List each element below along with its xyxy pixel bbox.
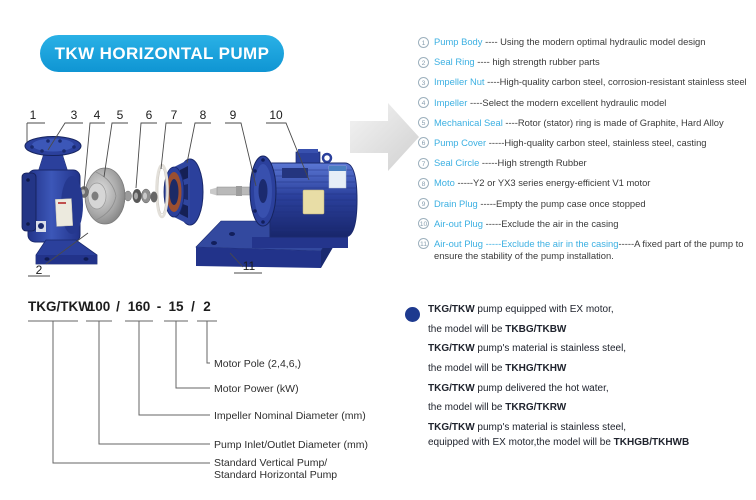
seal-circle-oring — [157, 165, 168, 217]
model-separator: / — [116, 299, 120, 314]
part-name: Impeller Nut — [434, 76, 485, 88]
callout-4: 4 — [93, 108, 101, 122]
pump-cover — [164, 159, 203, 225]
shaft-tip — [210, 188, 217, 196]
circled-number: 7 — [418, 158, 429, 169]
list-item — [418, 56, 756, 69]
part-desc: ----High-quality carbon steel, corrosion-resistant stainless steel — [484, 76, 747, 88]
nomenclature-lines — [28, 321, 217, 463]
model-separator: - — [156, 299, 162, 314]
part-desc: ----Select the modern excellent hydraulic model — [467, 96, 667, 108]
model-series: TKG/TKW — [28, 299, 91, 314]
label-series-line2: Standard Horizontal Pump — [214, 469, 338, 481]
variants-block — [400, 304, 756, 457]
callout-6: 6 — [145, 108, 153, 122]
circled-number: 5 — [418, 117, 429, 128]
suction-flange — [22, 173, 36, 231]
list-item — [418, 97, 756, 110]
list-item — [418, 76, 756, 89]
circled-number: 11 — [418, 238, 429, 249]
circled-number: 4 — [418, 97, 429, 108]
impeller — [85, 168, 125, 224]
part-name: Air-out Plug -----Exclude the air in the casing — [434, 237, 619, 249]
callout-3: 3 — [70, 108, 78, 122]
list-item — [418, 117, 756, 130]
model-impeller-size: 160 — [127, 299, 151, 314]
arrow-right-icon — [350, 103, 419, 171]
lifting-eye — [323, 154, 331, 162]
model-inlet-size: 100 — [87, 299, 111, 314]
part-desc: -----A fixed part of the pump to ensure the stability of the pump installation. — [434, 237, 744, 262]
variant-line: equipped with EX motor,the model will be TKHGB/TKHWB — [428, 436, 690, 448]
variant-line: TKG/TKW pump's material is stainless steel, — [428, 343, 627, 355]
circled-number: 3 — [418, 77, 429, 88]
part-desc: -----Exclude the air in the casing — [482, 217, 619, 229]
parts-list — [418, 36, 756, 271]
list-item — [418, 238, 756, 263]
bullet-icon — [405, 307, 420, 322]
variant-line: the model will be TKHG/TKHW — [428, 363, 567, 375]
model-power: 15 — [168, 299, 184, 314]
callout-11: 11 — [242, 259, 256, 273]
circled-number: 6 — [418, 137, 429, 148]
circled-number: 9 — [418, 198, 429, 209]
variant-line: the model will be TKBG/TKBW — [428, 323, 567, 335]
callout-7: 7 — [170, 108, 178, 122]
part-desc: -----High strength Rubber — [479, 157, 587, 169]
part-name: Mechanical Seal — [434, 116, 503, 128]
list-item — [418, 36, 756, 49]
part-desc: ----Rotor (stator) ring is made of Graphite, Hard Alloy — [502, 116, 724, 128]
part-name: Pump Body — [434, 36, 483, 47]
circled-number: 10 — [418, 218, 429, 229]
part-name: Seal Ring — [434, 56, 475, 68]
model-separator: / — [191, 299, 195, 314]
variant-line: TKG/TKW pump equipped with EX motor, — [428, 304, 614, 315]
part-name: Pump Cover — [434, 136, 487, 148]
variant-line: the model will be TKRG/TKRW — [428, 402, 567, 414]
variant-line: TKG/TKW pump delivered the hot water, — [428, 382, 609, 394]
part-desc: -----Y2 or YX3 series energy-efficient V1 motor — [454, 177, 651, 189]
label-motor-power: Motor Power (kW) — [214, 383, 299, 395]
part-desc: ---- Using the modern optimal hydraulic model design — [482, 36, 706, 47]
part-desc: ---- high strength rubber parts — [474, 56, 600, 68]
part-desc: -----High-quality carbon steel, stainless steel, casting — [486, 136, 707, 148]
part-desc: -----Empty the pump case once stopped — [477, 197, 646, 209]
variant-line: TKG/TKW pump's material is stainless steel, — [428, 422, 627, 434]
list-item — [418, 157, 756, 170]
callout-2: 2 — [35, 263, 43, 277]
circled-number: 8 — [418, 178, 429, 189]
circled-number: 2 — [418, 57, 429, 68]
label-series-line1: Standard Vertical Pump/ — [214, 457, 328, 469]
part-name: Moto — [434, 177, 455, 189]
part-name: Drain Plug — [434, 197, 478, 209]
list-item — [418, 137, 756, 150]
part-name: Air-out Plug — [434, 217, 483, 229]
list-item — [418, 198, 756, 211]
callout-9: 9 — [229, 108, 237, 122]
callout-10: 10 — [269, 108, 283, 122]
motor-nameplate — [303, 190, 324, 214]
list-item — [418, 218, 756, 231]
part-name: Seal Circle — [434, 157, 480, 169]
callout-8: 8 — [199, 108, 207, 122]
label-inlet-outlet-diameter: Pump Inlet/Outlet Diameter (mm) — [214, 439, 369, 451]
model-pole: 2 — [203, 299, 211, 314]
part-name: Impeller — [434, 96, 468, 108]
label-motor-pole: Motor Pole (2,4,6,) — [214, 358, 301, 370]
list-item — [418, 177, 756, 190]
callout-1: 1 — [29, 108, 37, 122]
page-title: TKW HORIZONTAL PUMP — [54, 43, 270, 63]
callout-5: 5 — [116, 108, 124, 122]
motor-shaft — [217, 187, 253, 195]
label-impeller-diameter: Impeller Nominal Diameter (mm) — [214, 410, 366, 422]
circled-number: 1 — [418, 37, 429, 48]
